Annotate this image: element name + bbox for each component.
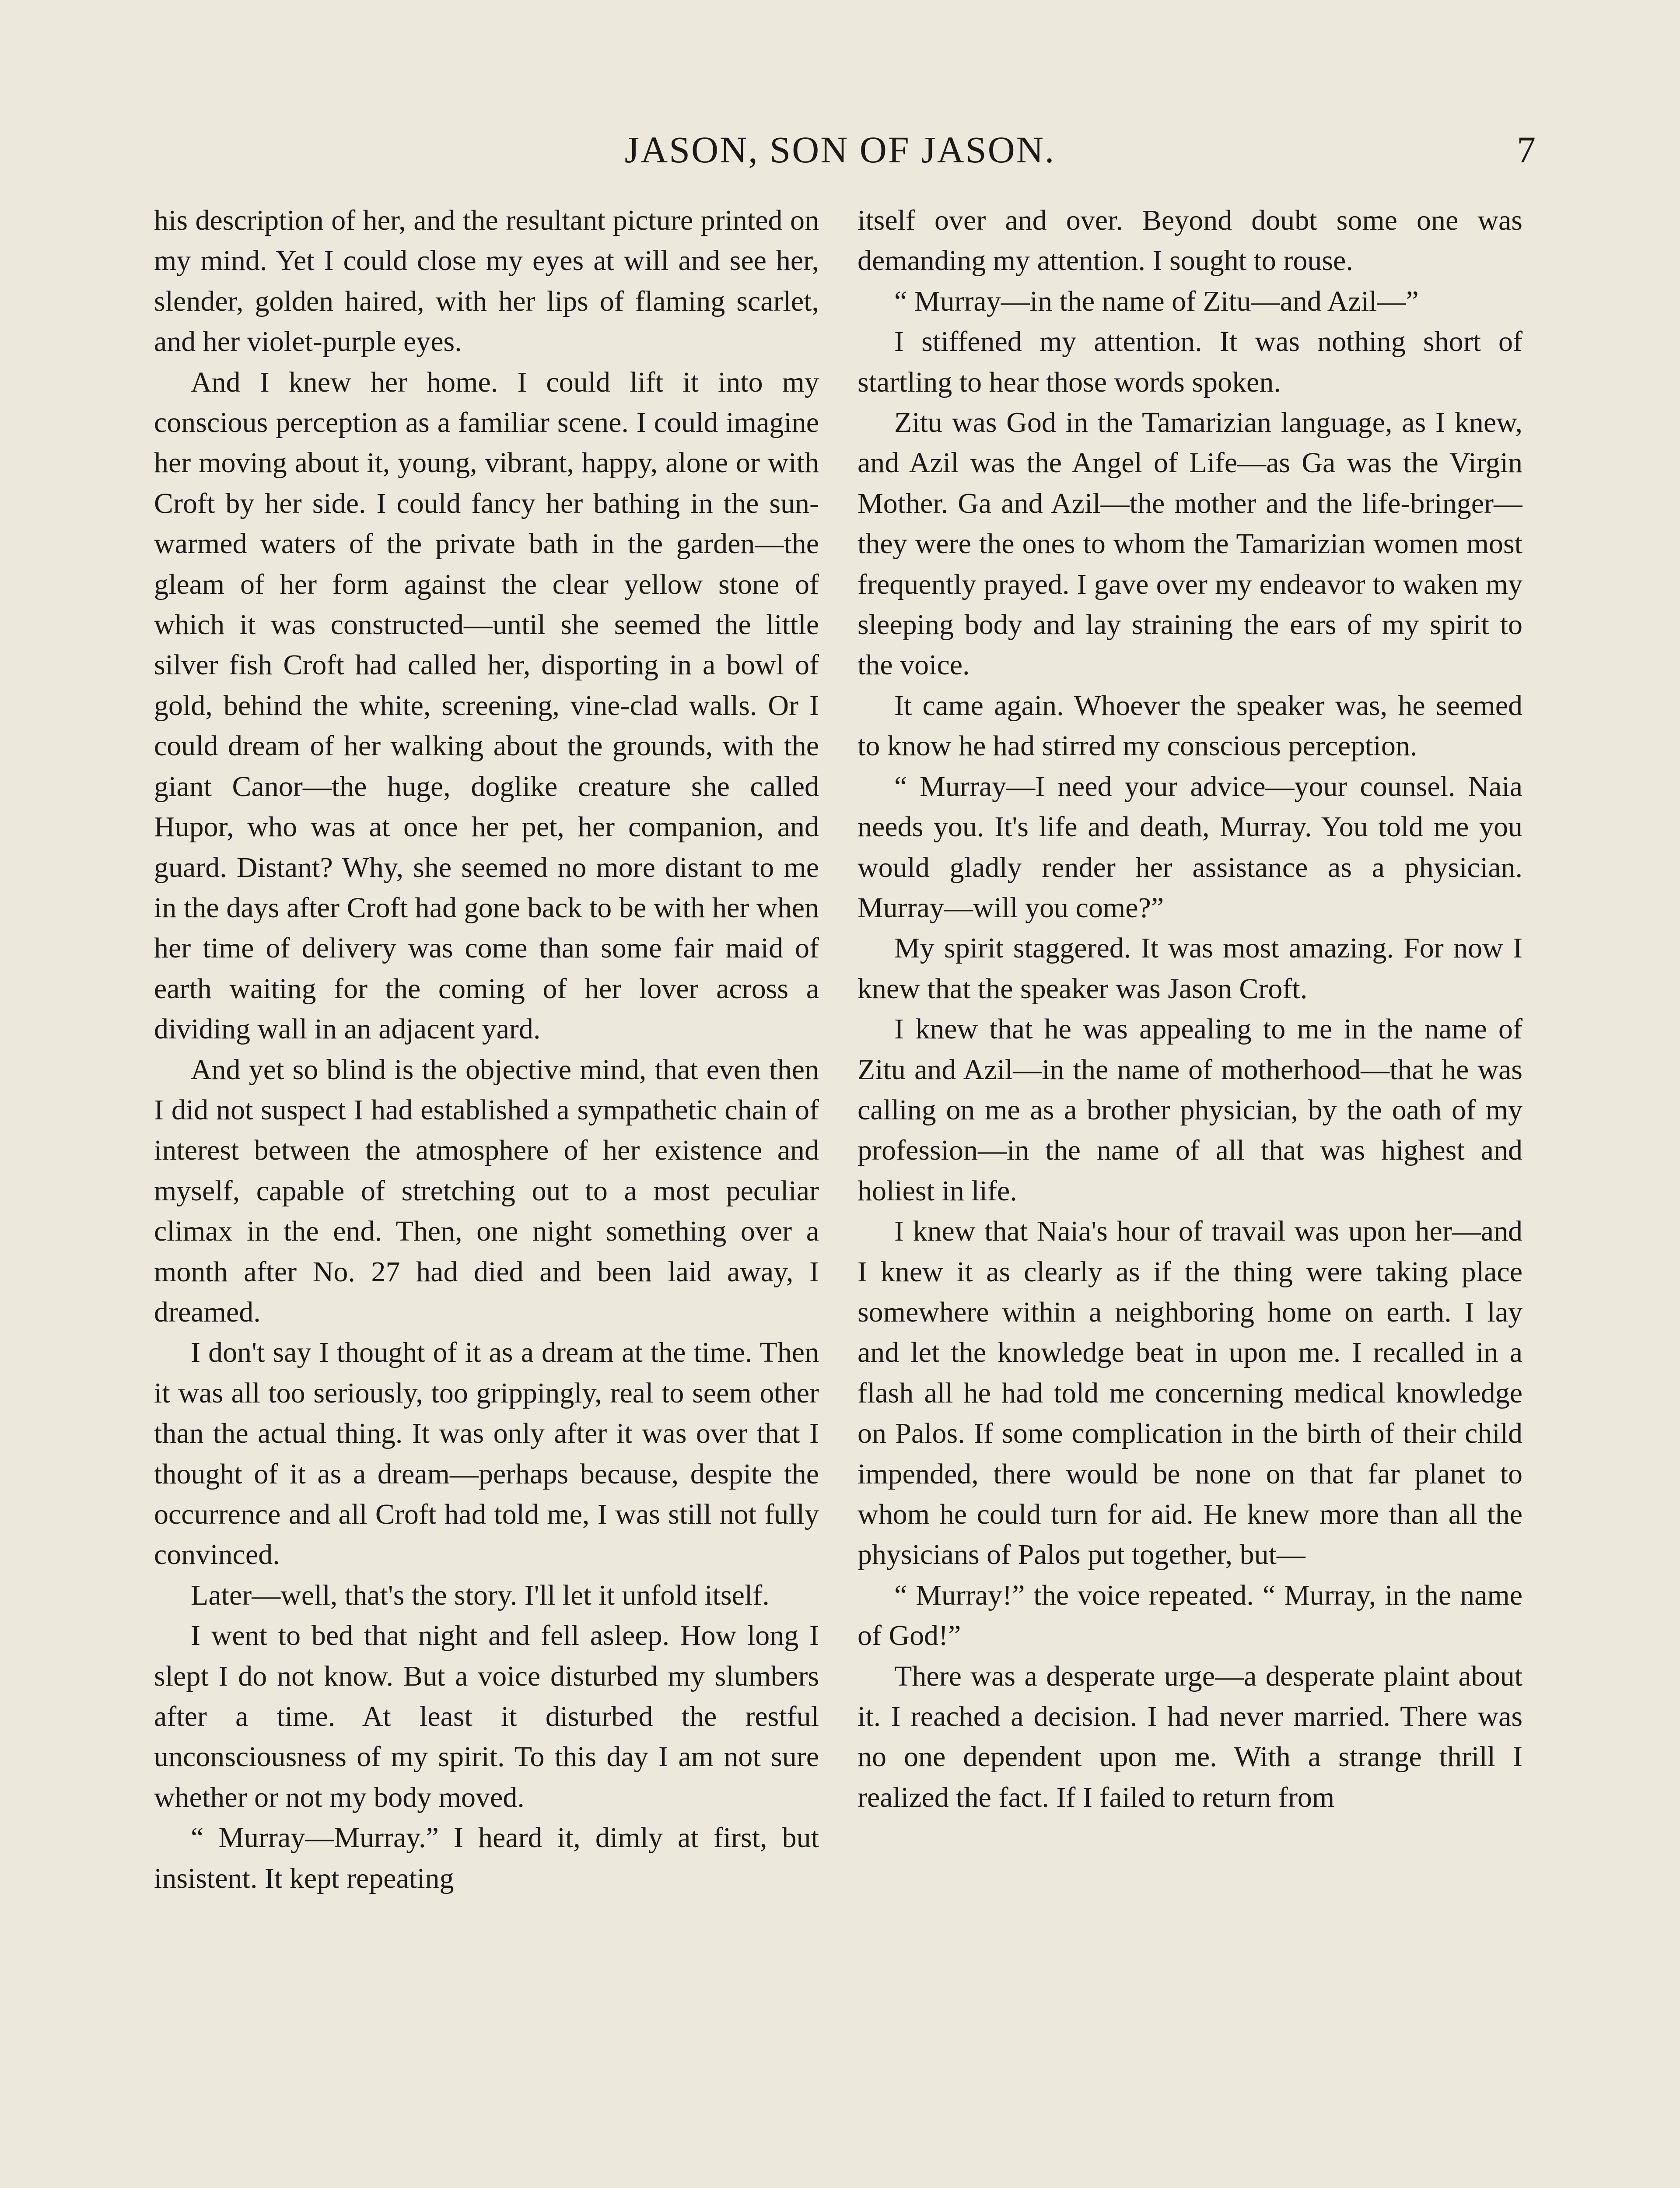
paragraph: “ Murray—Murray.” I heard it, dimly at first, but insistent. It kept repeating xyxy=(154,1822,819,1894)
paragraph: “ Murray—in the name of Zitu—and Azil—” xyxy=(894,285,1419,317)
paragraph: his description of her, and the resultant picture printed on my mind. Yet I could close my eyes at will and see her, slender, golden haired, with her lips of flaming scarlet, and her violet-purple eyes. xyxy=(154,204,819,358)
paragraph: It came again. Whoever the speaker was, he seemed to know he had stirred my conscious perception. xyxy=(858,689,1522,762)
paragraph: I knew that he was appealing to me in the name of Zitu and Azil—in the name of motherhood—that he was calling on me as a brother physician, by the oath of my profession—in the name of all that was highest and holiest in life. xyxy=(858,1013,1522,1207)
paragraph: Later—well, that's the story. I'll let it unfold itself. xyxy=(191,1579,770,1611)
header-title: JASON, SON OF JASON. xyxy=(624,129,1056,171)
paragraph: I don't say I thought of it as a dream at the time. Then it was all too seriously, too grippingly, real to seem other than the actual thing. It was only after it was over that I thought of it as a dream—perhaps because, despite the occurrence and all Croft had told me, I was still not fully convinced. xyxy=(154,1336,819,1571)
paragraph: I knew that Naia's hour of travail was upon her—and I knew it as clearly as if the thing were taking place somewhere within a neighboring home on earth. I lay and let the knowledge beat in upon me. I recalled in a flash all he had told me concerning medical knowledge on Palos. If some complication in the birth of their child impended, there would be none on that far planet to whom he could turn for aid. He knew more than all the physicians of Palos put together, but— xyxy=(858,1215,1522,1571)
running-header xyxy=(0,128,1680,176)
right-column xyxy=(858,200,1522,2188)
paragraph: There was a desperate urge—a desperate plaint about it. I reached a decision. I had never married. There was no one dependent upon me. With a strange thrill I realized the fact. If I failed to return from xyxy=(858,1660,1522,1813)
paragraph: I stiffened my attention. It was nothing short of startling to hear those words spoken. xyxy=(858,326,1522,398)
paragraph: And yet so blind is the objective mind, that even then I did not suspect I had established a sympathetic chain of interest between the atmosphere of her existence and myself, capable of stretching out to a most peculiar climax in the end. Then, one night something over a month after No. 27 had died and been laid away, I dreamed. xyxy=(154,1053,819,1328)
paragraph: “ Murray—I need your advice—your counsel. Naia needs you. It's life and death, Murray. You told me you would gladly render her assistance as a physician. Murray—will you come?” xyxy=(858,770,1522,924)
paragraph: “ Murray!” the voice repeated. “ Murray, in the name of God!” xyxy=(858,1579,1522,1652)
left-column xyxy=(154,200,819,2188)
paragraph: I went to bed that night and fell asleep. How long I slept I do not know. But a voice disturbed my slumbers after a time. At least it disturbed the restful unconsciousness of my spirit. To this day I am not sure whether or not my body moved. xyxy=(154,1620,819,1813)
page-number: 7 xyxy=(1517,129,1536,171)
paragraph: Zitu was God in the Tamarizian language, as I knew, and Azil was the Angel of Life—as Ga was the Virgin Mother. Ga and Azil—the mother and the life-bringer—they were the ones to whom the Tamarizian women most frequently prayed. I gave over my endeavor to waken my sleeping body and lay straining the ears of my spirit to the voice. xyxy=(858,407,1522,681)
paragraph: itself over and over. Beyond doubt some one was demanding my attention. I sought to rouse. xyxy=(858,204,1522,277)
paragraph: And I knew her home. I could lift it into my conscious perception as a familiar scene. I could imagine her moving about it, young, vibrant, happy, alone or with Croft by her side. I could fancy her bathing in the sun-warmed waters of the private bath in the garden—the gleam of her form against the clear yellow stone of which it was constructed—until she seemed the little silver fish Croft had called her, disporting in a bowl of gold, behind the white, screening, vine-clad walls. Or I could dream of her walking about the grounds, with the giant Canor—the huge, doglike creature she called Hupor, who was at once her pet, her companion, and guard. Distant? Why, she seemed no more distant to me in the days after Croft had gone back to be with her when her time of delivery was come than some fair maid of earth waiting for the coming of her lover across a dividing wall in an adjacent yard. xyxy=(154,366,819,1045)
paragraph: My spirit staggered. It was most amazing. For now I knew that the speaker was Jason Croft. xyxy=(858,932,1522,1005)
